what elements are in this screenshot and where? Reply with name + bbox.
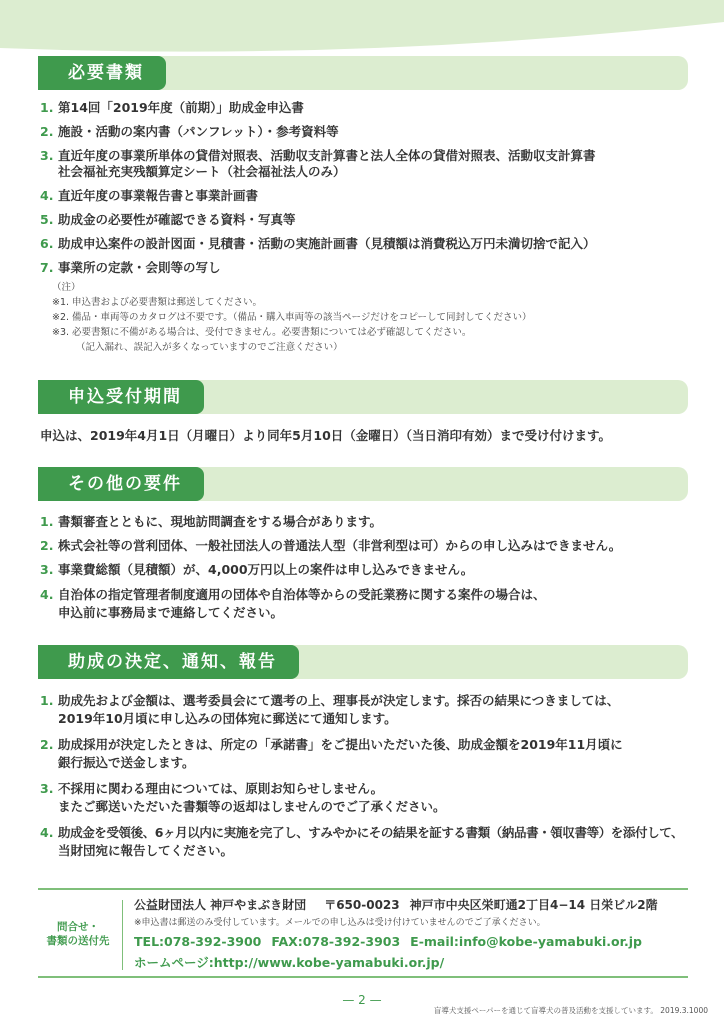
list-item: 6. 助成申込案件の設計図面・見積書・活動の実施計画書（見積額は消費税込万円未満切捨で記入） [40, 236, 596, 251]
mail-only-note: ※申込書は郵送のみ受付しています。メールでの申し込みは受け付けていませんのでご了承ください。 [134, 918, 546, 928]
section-title: その他の要件 [38, 467, 204, 501]
homepage-link[interactable]: ホームページ:http://www.kobe-yamabuki.or.jp/ [134, 955, 445, 970]
section-title: 必要書類 [38, 56, 166, 90]
page-number: — 2 — [342, 993, 382, 1007]
section-header-required-documents [38, 56, 688, 90]
organization-name: 公益財団法人 神戸やまぶき財団 [134, 898, 307, 912]
list-item: 4. 自治体の指定管理者制度適用の団体や自治体等からの受託業務に関する案件の場合は、 申込前に事務局まで連絡してください。 [40, 587, 546, 620]
email-link[interactable]: E-mail:info@kobe-yamabuki.or.jp [410, 934, 643, 949]
organization-line [134, 896, 658, 913]
list-item: 5. 助成金の必要性が確認できる資料・写真等 [40, 212, 296, 227]
section-header-application-period [38, 380, 688, 414]
list-item: 3. 直近年度の事業所単体の貸借対照表、活動収支計算書と法人全体の貸借対照表、活動収支計算書 社会福祉充実残額算定シート（社会福祉法人のみ） [40, 148, 596, 179]
phone-fax-email-line [134, 934, 642, 949]
list-item: 2. 助成採用が決定したときは、所定の「承諾書」をご提出いただいた後、助成金額を2019年11月頃に 銀行振込で送金します。 [40, 737, 623, 770]
contact-top-rule [38, 888, 688, 890]
list-item: 4. 助成金を受領後、6ヶ月以内に実施を完了し、すみやかにその結果を証する書類（納品書・領収書等）を添付して、 当財団宛に報告してください。 [40, 825, 684, 858]
note-3b: （記入漏れ、誤記入が多くなっていますのでご注意ください） [76, 342, 343, 353]
notes-head: （注） [52, 282, 81, 293]
list-item: 1. 書類審査とともに、現地訪問調査をする場合があります。 [40, 514, 383, 529]
notes-block [52, 280, 652, 355]
fax: FAX:078-392-3903 [271, 934, 401, 949]
contact-bottom-rule [38, 976, 688, 978]
list-item: 1. 助成先および金額は、選考委員会にて選考の上、理事長が決定します。採否の結果につきましては、 2019年10月頃に申し込みの団体宛に郵送にて通知します。 [40, 693, 620, 726]
note-1: ※1. 申込書および必要書類は郵送してください。 [52, 297, 263, 308]
required-documents-list [40, 100, 700, 276]
print-note: 盲導犬支援ペーパーを通じて盲導犬の普及活動を支援しています。 2019.3.1000 [433, 1006, 708, 1015]
other-requirements-list [40, 514, 700, 622]
contact-label: 問合せ・ 書類の送付先 [46, 921, 110, 947]
list-item: 2. 施設・活動の案内書（パンフレット）・参考資料等 [40, 124, 339, 139]
list-item: 3. 不採用に関わる理由については、原則お知らせしません。 またご郵送いただいた書類等の返却はしませんのでご了承ください。 [40, 781, 446, 814]
section-title: 申込受付期間 [38, 380, 204, 414]
decision-list [40, 692, 700, 860]
section-title: 助成の決定、通知、報告 [38, 645, 299, 679]
list-item: 4. 直近年度の事業報告書と事業計画書 [40, 188, 259, 203]
section-header-decision-notice-report [38, 645, 688, 679]
list-item: 3. 事業費総額（見積額）が、4,000万円以上の案件は申し込みできません。 [40, 562, 474, 577]
top-decorative-curve [0, 0, 724, 60]
list-item: 1. 第14回「2019年度（前期）」助成金申込書 [40, 100, 304, 115]
section-header-other-requirements [38, 467, 688, 501]
application-period-text: 申込は、2019年4月1日（月曜日）より同年5月10日（金曜日）（当日消印有効）まで受け付けます。 [40, 428, 612, 443]
tel: TEL:078-392-3900 [134, 934, 262, 949]
list-item: 7. 事業所の定款・会則等の写し [40, 260, 221, 275]
list-item: 2. 株式会社等の営利団体、一般社団法人の普通法人型（非営利型は可）からの申し込みはできません。 [40, 538, 622, 553]
note-2: ※2. 備品・車両等のカタログは不要です。（備品・購入車両等の該当ページだけをコピーして同封してください） [52, 312, 532, 323]
contact-divider [122, 900, 123, 970]
note-3: ※3. 必要書類に不備がある場合は、受付できません。必要書類については必ず確認してください。 [52, 327, 472, 338]
postal-code: 〒650-0023 [324, 898, 400, 912]
address: 神戸市中央区栄町通2丁目4−14 日栄ビル2階 [409, 898, 658, 912]
